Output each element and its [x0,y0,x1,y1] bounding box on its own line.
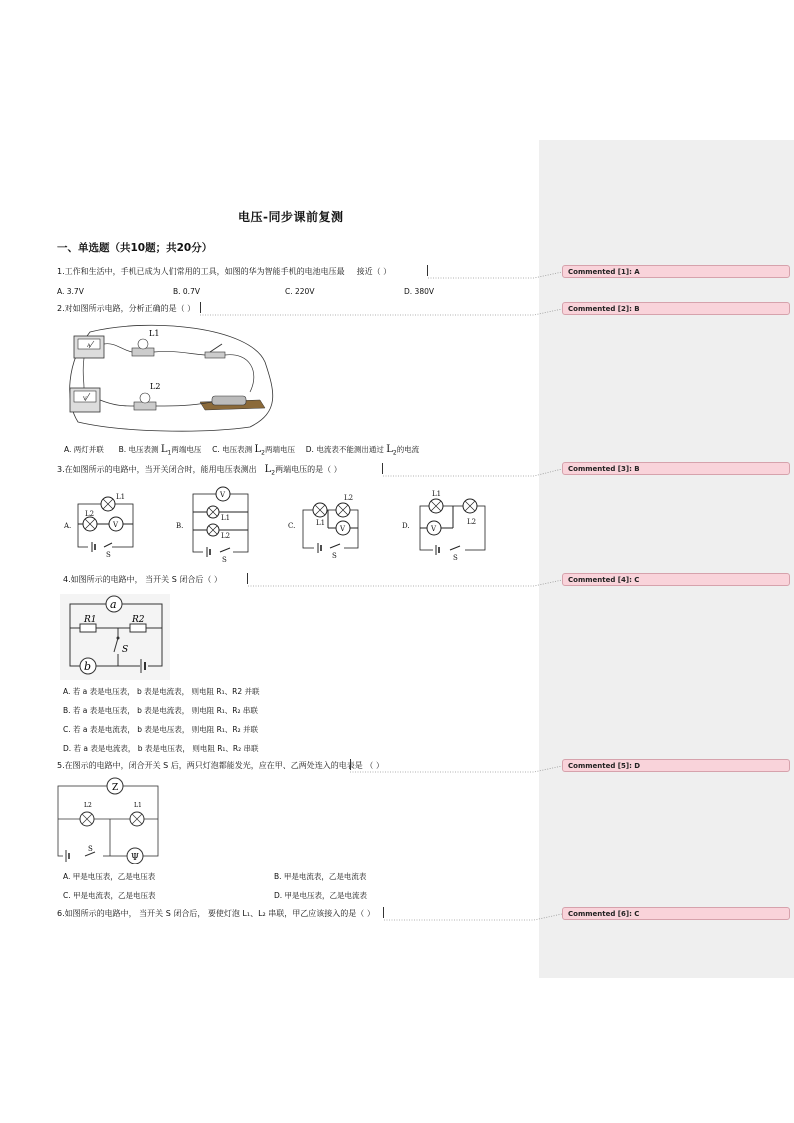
q2-option-c-l: L [254,444,262,455]
q3b-l2: L2 [221,532,231,540]
section-heading: 一、单选题（共10题；共20分） [57,242,213,254]
q3-stem-sub: 2 [271,469,276,477]
q3b-s: S [222,556,227,562]
q4-option-d: D. 若 a 表是电流表， b 表是电压表， 则电阻 R₁、R₂ 串联 [63,744,259,753]
q3a-l1: L1 [116,493,126,501]
comment-balloon-5[interactable]: Commented [5]: D [562,759,790,772]
q2-option-c: C. 电压表测 [212,445,253,454]
q2-stem-b: 是（ ） [168,304,196,313]
q1-option-d: D. 380V [404,287,434,296]
q3a-s: S [106,551,111,559]
q3d-l2: L2 [467,518,477,526]
q4-meter-b: b [84,660,92,673]
q2-option-d: D. 电流表不能测出通过 [305,445,384,454]
question-6-stem [57,908,375,919]
q2-option-c-sub: 2 [261,449,265,457]
text-cursor [200,302,201,313]
question-3-stem [57,464,342,477]
q2-option-d-l: L [386,444,393,455]
q3-circuit-d [402,490,485,562]
q3-stem-l: L [264,464,272,475]
q3-circuit-b [176,487,248,562]
q3d-l1: L1 [432,490,442,498]
q3-label-b: B. [176,522,184,530]
q5-circuit-figure [55,774,165,864]
q4-s: S [122,645,129,655]
q3-stem-a: 3.在如图所示的电路中，当开关闭合时，能用电压表测出 [57,465,257,474]
q1-option-a: A. 3.7V [57,287,84,296]
comment-balloon-6[interactable]: Commented [6]: C [562,907,790,920]
q5-stem-b: 、乙两处连入的电表是 （ ） [282,761,384,770]
q3c-l1: L1 [316,519,326,527]
question-2-stem [57,303,195,314]
page-title: 电压-同步课前复测 [238,210,344,224]
q5-l1: L1 [134,802,142,809]
question-4-stem [63,574,222,585]
q3-stem-c: 是（ ） [315,465,342,474]
q1-stem-b: 接近（ ） [356,267,392,276]
question-1-stem [57,266,391,277]
q3b-l1: L1 [221,514,231,522]
knife-switch [205,344,225,358]
q3d-v: V [431,525,437,533]
q5-option-c: C. 甲是电流表，乙是电压表 [63,891,156,900]
voltmeter-label: V [83,396,87,402]
text-cursor [427,265,428,276]
comment-balloon-4[interactable]: Commented [4]: C [562,573,790,586]
q1-option-c: C. 220V [285,287,315,296]
q3a-l2: L2 [85,510,95,518]
text-cursor [383,907,384,918]
q5-option-d: D. 甲是电压表，乙是电流表 [274,891,368,900]
question-2-options [64,444,419,457]
q5-option-a: A. 甲是电压表，乙是电压表 [63,872,156,881]
text-cursor [247,573,248,584]
q4-r2: R2 [132,615,145,625]
text-cursor [382,463,383,474]
question-5-stem [57,760,384,771]
q3-circuit-a [63,493,133,559]
q2-physical-circuit-figure [60,322,275,432]
q2-stem-a: 2.对如图所示电路，分析正确的 [57,304,169,313]
q4-option-b: B. 若 a 表是电压表， b 表是电流表， 则电阻 R₁、R₂ 串联 [63,706,258,715]
lamp-l1-label: L1 [149,329,160,338]
q2-option-b-l: L [160,444,168,455]
q4-stem-a: 4.如图所示的电路中， 当开关 S 闭合后（ [63,575,212,584]
q3b-v: V [220,491,226,499]
q4-stem-b: ） [211,575,222,584]
battery [200,396,265,410]
q4-meter-a: a [110,598,117,611]
q6-stem-a: 6.如图所示的电路中， 当开关 S 闭合后， 要使灯泡 L₁、L₂ 串联，甲乙应该 [57,909,325,918]
q5-l2: L2 [84,802,92,809]
q3-label-a: A. [64,522,72,530]
q6-stem-b: 接入的是（ ） [324,909,375,918]
q2-option-b: B. 电压表测 [118,445,159,454]
q3c-s: S [332,552,337,560]
q3-label-d: D. [402,522,410,530]
q3-stem-b: 两端电压的 [275,465,316,474]
q5-meter-yi: Ψ [131,853,139,863]
q4-option-a: A. 若 a 表是电压表， b 表是电流表， 则电阻 R₁、R2 并联 [63,687,260,696]
q2-option-b-sub: 1 [167,449,172,457]
q5-meter-jia: Z [112,783,119,793]
q2-option-d-tail: 的电流 [396,445,420,454]
q2-option-b-tail: 两端电压 [171,445,202,454]
q3-circuit-diagrams [58,486,498,562]
comment-balloon-1[interactable]: Commented [1]: A [562,265,790,278]
q4-option-c: C. 若 a 表是电流表， b 表是电压表， 则电阻 R₁、R₂ 并联 [63,725,258,734]
comment-balloon-3[interactable]: Commented [3]: B [562,462,790,475]
q5-option-b: B. 甲是电流表，乙是电流表 [274,872,367,881]
q3d-s: S [453,554,458,562]
ammeter-device [74,336,104,358]
lamp-l2-label: L2 [150,382,161,391]
q2-option-c-tail: 两端电压 [265,445,295,454]
text-cursor [350,759,351,770]
q2-option-a: A. 两灯并联 [64,445,104,454]
q5-s: S [88,845,93,853]
q4-circuit-figure [60,594,170,680]
q3c-v: V [340,525,346,533]
q3a-v: V [113,521,119,529]
q5-stem-a: 5.在图示的电路中，闭合开关 S 后，两只灯泡都能发光，应在甲 [57,761,283,770]
comment-balloon-2[interactable]: Commented [2]: B [562,302,790,315]
q3-label-c: C. [288,522,296,530]
voltmeter-device [70,388,100,412]
q1-stem-a: 1.工作和生活中，手机已成为人们常用的工具，如图的华为智能手机的电池电压最 [57,267,345,276]
q4-r1: R1 [84,615,97,625]
ammeter-label: A [87,343,91,349]
q3c-l2: L2 [344,494,354,502]
q1-option-b: B. 0.7V [173,287,200,296]
q3-circuit-c [288,494,358,560]
q2-option-d-sub: 2 [392,449,397,457]
